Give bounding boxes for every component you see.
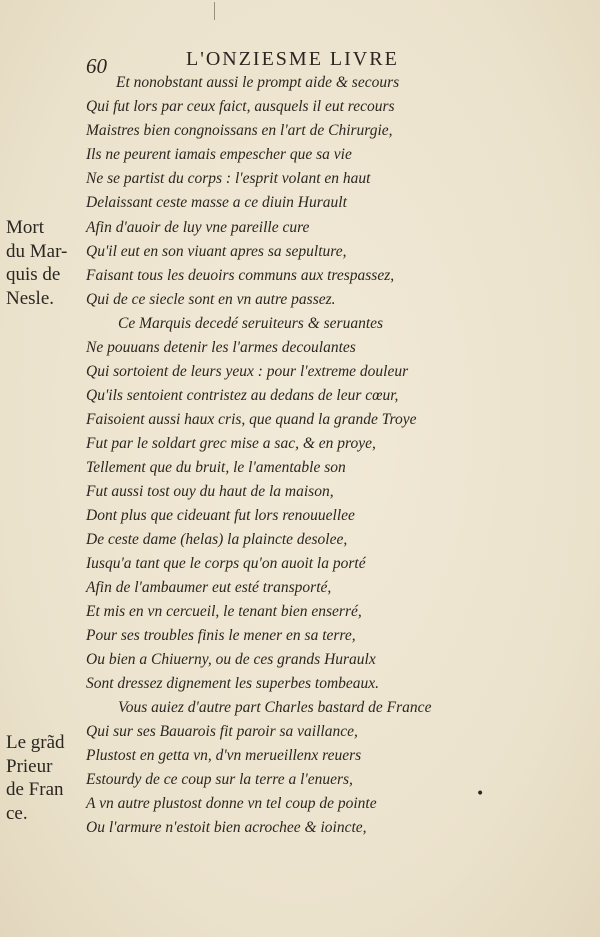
- ink-dot-mark: •: [476, 786, 485, 802]
- margin-note-line: du Mar-: [6, 240, 68, 262]
- verse-line: Fut aussi tost ouy du haut de la maison,: [86, 483, 334, 500]
- verse-line: Et mis en vn cercueil, le tenant bien enserré,: [86, 603, 362, 620]
- verse-line: A vn autre plustost donne vn tel coup de pointe: [86, 795, 377, 812]
- margin-note-line: Le grãd: [6, 732, 65, 753]
- page-crease-mark: [214, 2, 215, 20]
- page-number: 60: [86, 54, 107, 78]
- verse-line: Qui sur ses Bauarois fit paroir sa vaillance,: [86, 723, 358, 740]
- verse-line: De ceste dame (helas) la plaincte desolee,: [86, 531, 348, 548]
- verse-line: Qu'il eut en son viuant apres sa sepulture,: [86, 243, 347, 260]
- verse-line: Afin de l'ambaumer eut esté transporté,: [86, 579, 332, 596]
- verse-line: Dont plus que cideuant fut lors renouuellee: [86, 507, 355, 524]
- verse-line: Ils ne peurent iamais empescher que sa vie: [86, 146, 352, 163]
- verse-line: Faisoient aussi haux cris, que quand la grande Troye: [86, 411, 417, 428]
- verse-line: Maistres bien congnoissans en l'art de Chirurgie,: [86, 122, 393, 139]
- verse-line: Afin d'auoir de luy vne pareille cure: [86, 219, 310, 236]
- verse-line: Pour ses troubles finis le mener en sa terre,: [86, 627, 356, 644]
- verse-line: Fut par le soldart grec mise a sac, & en proye,: [86, 435, 376, 452]
- verse-line: Qui sortoient de leurs yeux : pour l'extreme douleur: [86, 363, 409, 380]
- margin-note-line: quis de: [6, 264, 61, 285]
- verse-line: Sont dressez dignement les superbes tombeaux.: [86, 675, 380, 692]
- margin-note-grand-prieur: [6, 731, 88, 825]
- margin-note-line: ce.: [6, 802, 28, 824]
- verse-line: Ce Marquis decedé seruiteurs & seruantes: [118, 315, 384, 332]
- margin-note-line: Mort: [6, 217, 44, 238]
- margin-note-death-of-marquis: [6, 216, 88, 310]
- margin-note-line: Prieur: [6, 755, 53, 777]
- verse-line: Faisant tous les deuoirs communs aux trespassez,: [86, 267, 395, 284]
- verse-line: Plustost en getta vn, d'vn merueillenx reuers: [86, 747, 362, 764]
- margin-note-line: de Fran: [6, 779, 64, 800]
- running-head: L'ONZIESME LIVRE: [186, 48, 399, 70]
- verse-line: Estourdy de ce coup sur la terre a l'enuers,: [86, 771, 353, 788]
- margin-note-line: Nesle.: [6, 287, 55, 309]
- verse-line: Ou bien a Chiuerny, ou de ces grands Huraulx: [86, 651, 376, 668]
- verse-line: Ne se partist du corps : l'esprit volant en haut: [86, 170, 371, 187]
- verse-line: Iusqu'a tant que le corps qu'on auoit la porté: [86, 555, 366, 572]
- verse-line: Vous auiez d'autre part Charles bastard de France: [118, 699, 432, 716]
- verse-line: Ne pouuans detenir les l'armes decoulantes: [86, 339, 356, 356]
- verse-line: Qu'ils sentoient contristez au dedans de leur cœur,: [86, 387, 399, 404]
- verse-line: Delaissant ceste masse a ce diuin Hurault: [86, 194, 347, 211]
- verse-line: Qui de ce siecle sont en vn autre passez.: [86, 291, 336, 308]
- verse-line: Et nonobstant aussi le prompt aide & secours: [116, 74, 400, 91]
- verse-line: Ou l'armure n'estoit bien acrochee & ioincte,: [86, 819, 367, 836]
- verse-line: Qui fut lors par ceux faict, ausquels il eut recours: [86, 98, 395, 115]
- verse-line: Tellement que du bruit, le l'amentable son: [86, 459, 346, 476]
